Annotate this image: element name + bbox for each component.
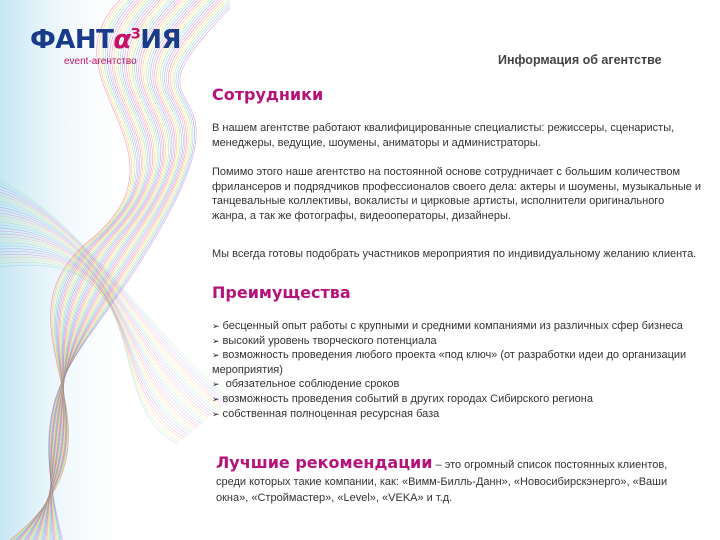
recommendations-block	[216, 455, 686, 507]
list-item: ➢ возможность проведения любого проекта «под ключ» (от разработки идеи до организации мероприятия)	[212, 349, 687, 376]
arrow-bullet-icon: ➢	[212, 408, 220, 419]
list-item: ➢ обязательное соблюдение сроков	[212, 378, 400, 391]
logo-subtitle: event-агентство	[64, 56, 137, 67]
arrow-bullet-icon: ➢	[212, 393, 220, 404]
logo	[30, 22, 180, 72]
arrow-bullet-icon: ➢	[212, 335, 220, 346]
list-item: ➢ возможность проведения событий в других городах Сибирского региона	[212, 392, 593, 405]
staff-paragraph-1: В нашем агентстве работают квалифицированные специалисты: режиссеры, сценаристы, менеджеры, ведущие, шоумены, аниматоры и администраторы.	[212, 122, 675, 149]
list-item: ➢ бесценный опыт работы с крупными и средними компаниями из различных сфер бизнеса	[212, 320, 683, 332]
recommendations-heading: Лучшие рекомендации	[216, 453, 433, 472]
arrow-bullet-icon: ➢	[212, 379, 220, 390]
staff-heading: Сотрудники	[212, 85, 324, 104]
arrow-bullet-icon: ➢	[212, 350, 220, 361]
list-item: ➢ собственная полноценная ресурсная база	[212, 407, 440, 420]
advantages-list	[212, 319, 702, 421]
staff-paragraph-2: Помимо этого наше агентство на постоянной основе сотрудничает с большим количеством фрилансеров и подрядчиков профессионалов своего дела: актеры и шоумены, музыкальные и танцевальные коллективы, вокалисты и цирковые артисты, исполнители оригинального жанра, а так же фотографы, видеооператоры, дизайнеры.	[212, 166, 702, 222]
decorative-wave-lines	[0, 0, 230, 540]
list-item: ➢ высокий уровень творческого потенциала	[212, 334, 437, 347]
recommendations-text: – это огромный список постоянных клиентов, среди которых такие компании, как: «Вимм-Билль-Данн», «Новосибирскэнерго», «Ваши окна», «Строймастер», «Level», «VEKA» и т.д.	[216, 459, 668, 504]
logo-name: ФАНТα$^З$ИЯ	[30, 25, 182, 55]
staff-paragraph-3: Мы всегда готовы подобрать участников мероприятия по индивидуальному желанию клиента.	[212, 248, 697, 260]
advantages-heading: Преимущества	[212, 283, 351, 302]
page-title: Информация об агентстве	[498, 53, 662, 67]
arrow-bullet-icon: ➢	[212, 321, 220, 331]
